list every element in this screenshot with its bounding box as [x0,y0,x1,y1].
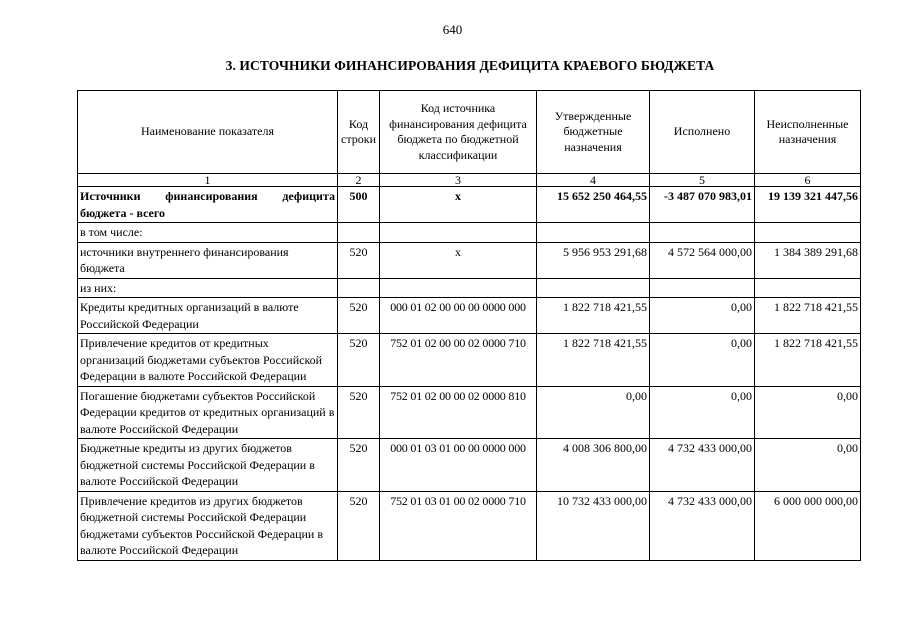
row-source-code: x [380,187,537,223]
row-name: в том числе: [78,223,338,243]
row-unexecuted: 19 139 321 447,56 [755,187,861,223]
row-unexecuted: 6 000 000 000,00 [755,491,861,560]
header-executed: Исполнено [650,91,755,174]
row-unexecuted: 1 822 718 421,55 [755,298,861,334]
row-name: Источники финансирования дефицита бюджета - всего [78,187,338,223]
row-executed: 0,00 [650,334,755,387]
row-executed: 0,00 [650,298,755,334]
table-row [78,298,861,334]
row-line-code: 520 [338,334,380,387]
row-name: Привлечение кредитов из других бюджетов бюджетной системы Российской Федерации бюджетами субъектов Российской Федерации в валюте Российской Федерации [78,491,338,560]
row-line-code: 520 [338,439,380,492]
row-line-code: 520 [338,298,380,334]
row-approved: 1 822 718 421,55 [537,334,650,387]
row-source-code: 752 01 02 00 00 02 0000 810 [380,386,537,439]
row-source-code: 752 01 02 00 00 02 0000 710 [380,334,537,387]
row-unexecuted: 0,00 [755,386,861,439]
table-row [78,334,861,387]
row-name: Бюджетные кредиты из других бюджетов бюджетной системы Российской Федерации в валюте Российской Федерации [78,439,338,492]
table-row [78,242,861,278]
table-row [78,491,861,560]
column-number: 1 [78,174,338,187]
page-number: 640 [442,22,463,37]
row-line-code: 520 [338,386,380,439]
header-name: Наименование показателя [78,91,338,174]
header-line-code: Код строки [338,91,380,174]
row-name: Кредиты кредитных организаций в валюте Российской Федерации [78,298,338,334]
row-source-code: x [380,242,537,278]
table-row-subheading [78,278,861,298]
row-executed: 4 732 433 000,00 [650,439,755,492]
row-name: из них: [78,278,338,298]
column-number: 4 [537,174,650,187]
section-title: 3. ИСТОЧНИКИ ФИНАНСИРОВАНИЯ ДЕФИЦИТА КРАЕВОГО БЮДЖЕТА [225,58,715,73]
row-line-code: 500 [338,187,380,223]
column-number: 5 [650,174,755,187]
row-executed: 0,00 [650,386,755,439]
row-executed: -3 487 070 983,01 [650,187,755,223]
column-number-row [78,174,861,187]
header-unexecuted: Неисполненные назначения [755,91,861,174]
row-source-code: 000 01 02 00 00 00 0000 000 [380,298,537,334]
row-approved: 4 008 306 800,00 [537,439,650,492]
table-row-subheading [78,223,861,243]
row-name: Погашение бюджетами субъектов Российской Федерации кредитов от кредитных организаций в валюте Российской Федерации [78,386,338,439]
row-source-code: 000 01 03 01 00 00 0000 000 [380,439,537,492]
table-row [78,386,861,439]
header-row [78,91,861,174]
row-source-code: 752 01 03 01 00 02 0000 710 [380,491,537,560]
financing-sources-table [77,90,861,561]
column-number: 2 [338,174,380,187]
row-unexecuted: 1 822 718 421,55 [755,334,861,387]
row-approved: 5 956 953 291,68 [537,242,650,278]
row-approved: 10 732 433 000,00 [537,491,650,560]
header-approved: Утвержденные бюджетные назначения [537,91,650,174]
row-unexecuted: 0,00 [755,439,861,492]
row-approved: 1 822 718 421,55 [537,298,650,334]
row-name: источники внутреннего финансирования бюджета [78,242,338,278]
column-number: 3 [380,174,537,187]
table-row-total [78,187,861,223]
row-executed: 4 732 433 000,00 [650,491,755,560]
column-number: 6 [755,174,861,187]
row-executed: 4 572 564 000,00 [650,242,755,278]
row-unexecuted: 1 384 389 291,68 [755,242,861,278]
row-line-code: 520 [338,242,380,278]
row-approved: 0,00 [537,386,650,439]
row-name: Привлечение кредитов от кредитных организаций бюджетами субъектов Российской Федерации в валюте Российской Федерации [78,334,338,387]
header-source-code: Код источника финансирования дефицита бюджета по бюджетной классификации [380,91,537,174]
table-row [78,439,861,492]
row-approved: 15 652 250 464,55 [537,187,650,223]
row-line-code: 520 [338,491,380,560]
